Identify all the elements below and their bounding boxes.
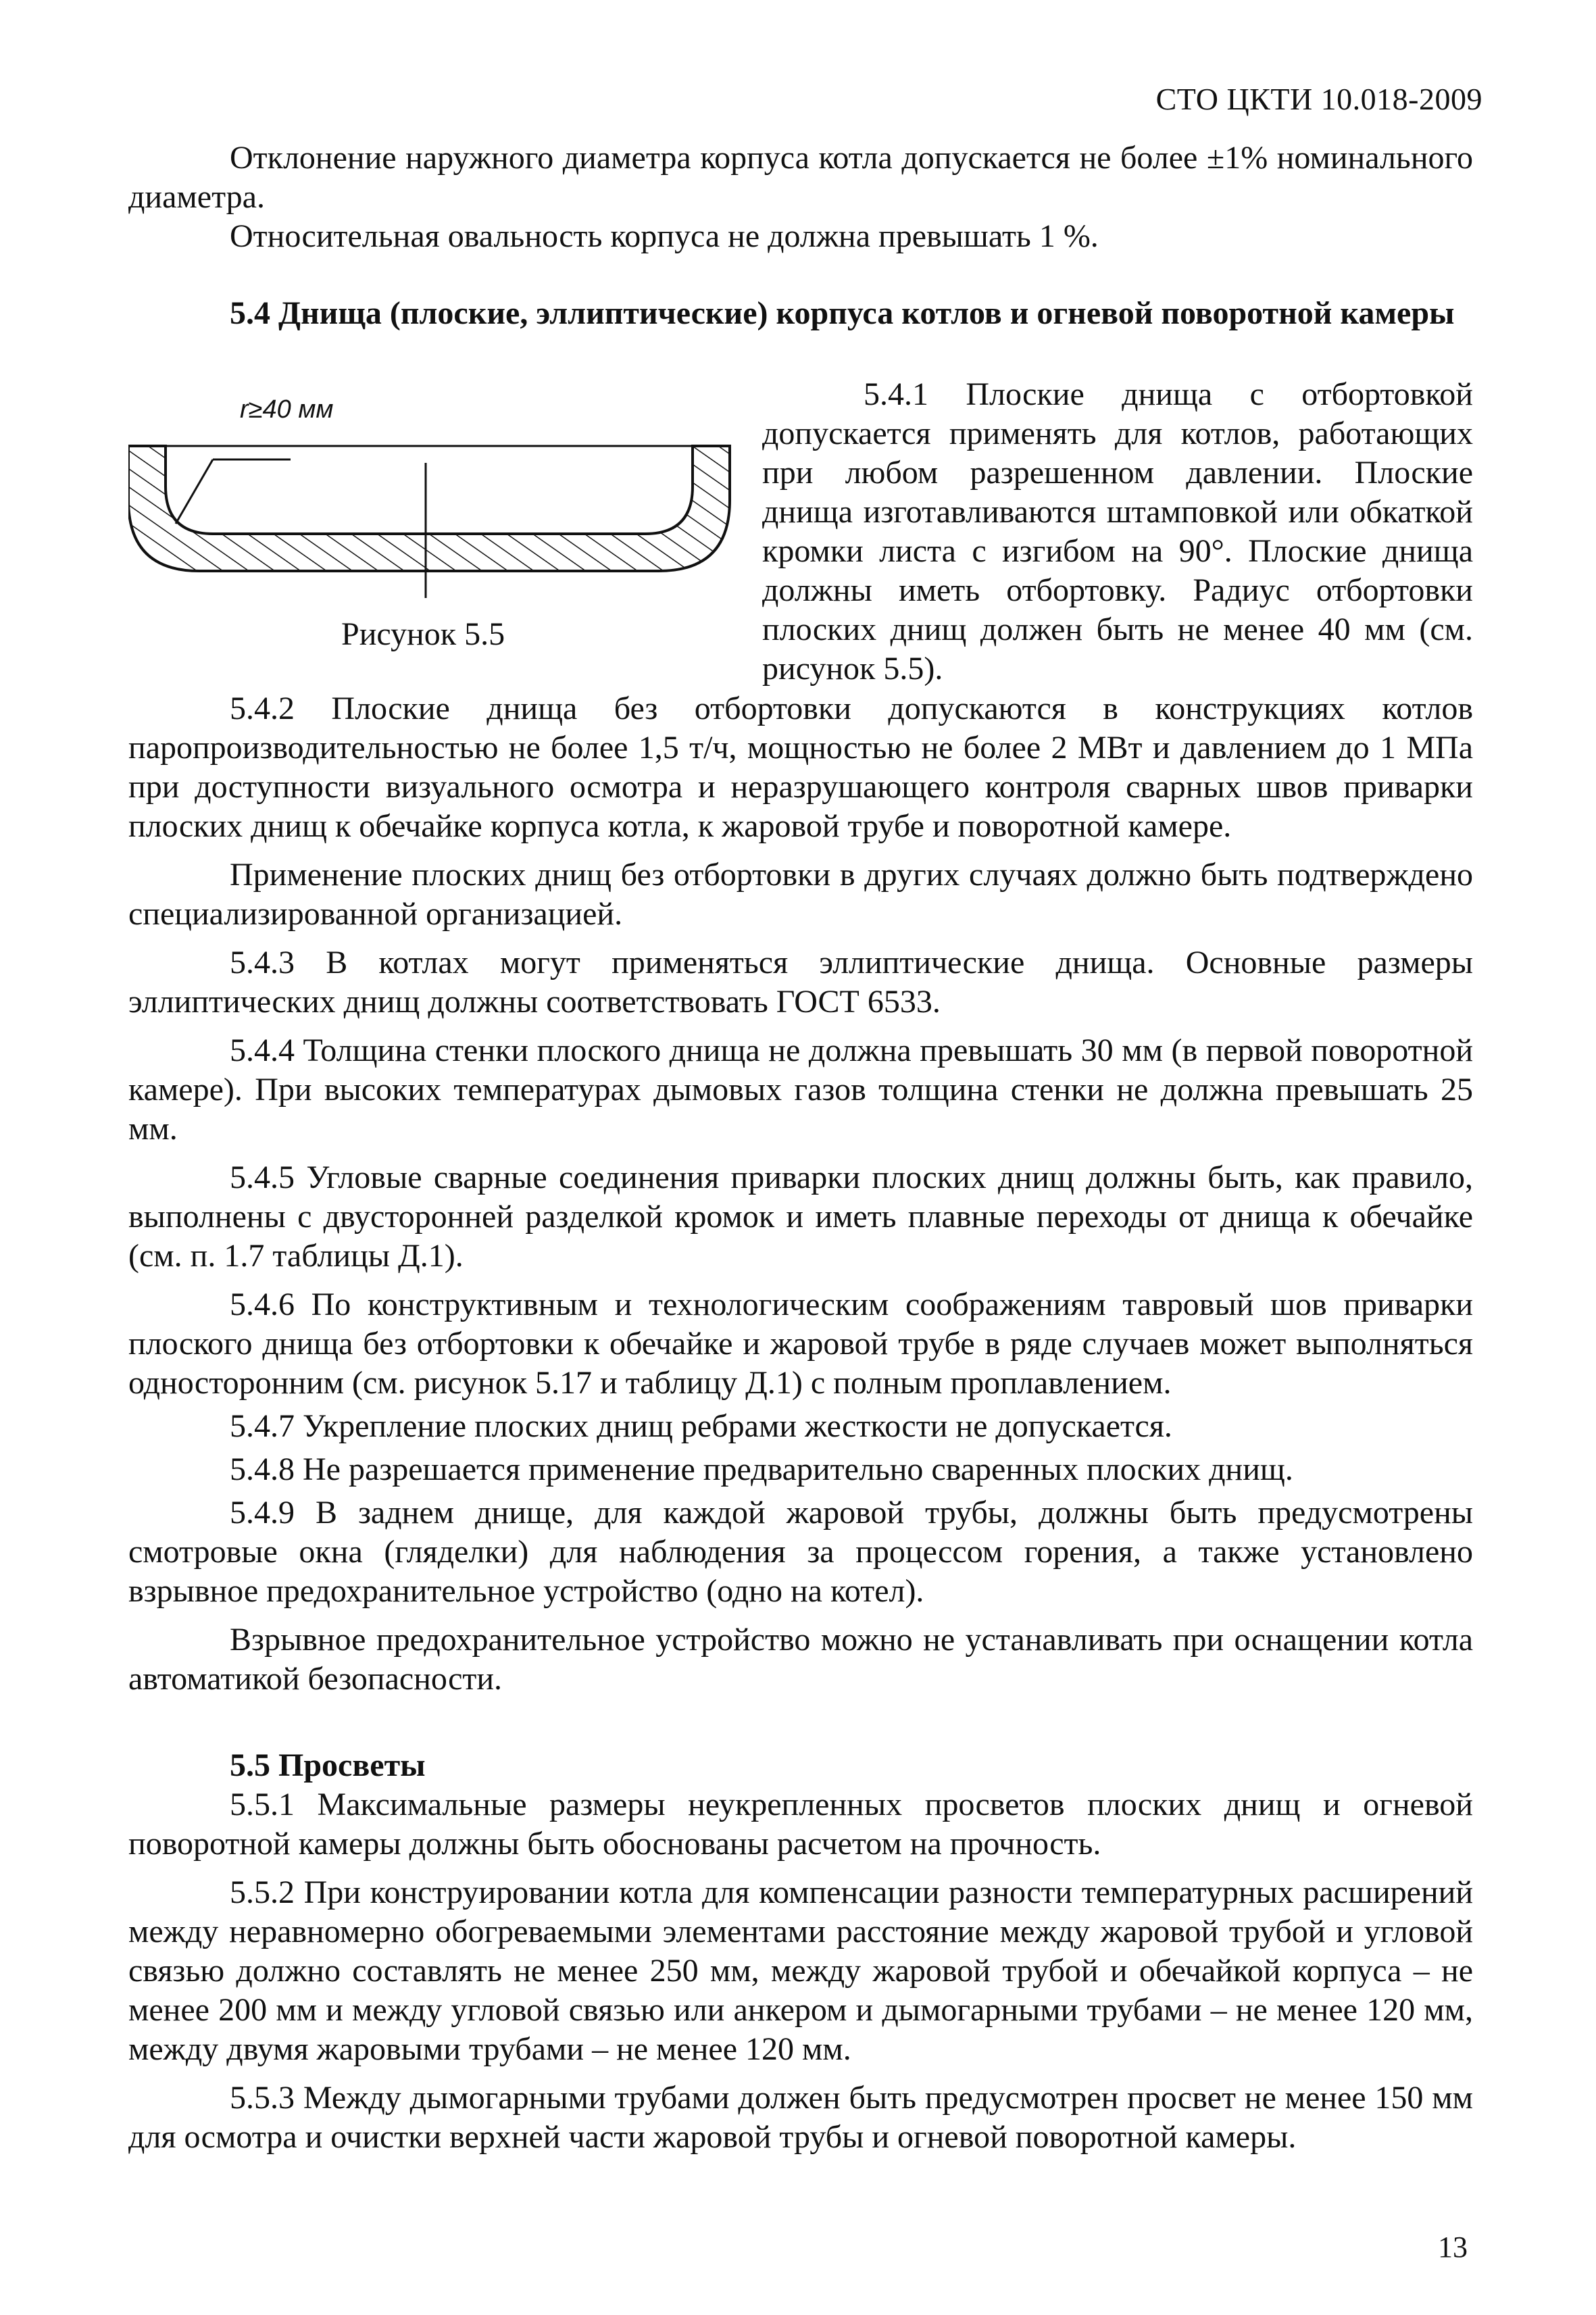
figure-caption: Рисунок 5.5 [341, 616, 505, 652]
head-section [128, 446, 730, 571]
paragraph: 5.5.1 Максимальные размеры неукрепленных просветов плоских днищ и огневой поворотной камеры должны быть обоснованы расчетом на прочность. [128, 1787, 1473, 1862]
paragraph: 5.4.5 Угловые сварные соединения приварки плоских днищ должны быть, как правило, выполнены с двусторонней разделкой кромок и иметь плавные переходы от днища к обечайке (см. п. 1.7 таблицы Д.1). [128, 1160, 1473, 1274]
intro-block [128, 139, 1473, 256]
paragraph: 5.5.3 Между дымогарными трубами должен быть предусмотрен просвет не менее 150 мм для осмотра и очистки верхней части жаровой трубы и огневой поворотной камеры. [128, 2080, 1473, 2155]
paragraph: 5.4.3 В котлах могут применяться эллиптические днища. Основные размеры эллиптических днищ должны соответствовать ГОСТ 6533. [128, 945, 1473, 1020]
paragraph: 5.5.2 При конструировании котла для компенсации разности температурных расширений между неравномерно обогреваемыми элементами расстояние между жаровой трубой и угловой связью должно составлять не менее 250 мм, между жаровой трубой и обечайкой корпуса – не менее 200 мм и между угловой связью или анкером и дымогарными трубами – не менее 120 мм, между двумя жаровыми трубами – не менее 120 мм. [128, 1874, 1473, 2067]
paragraph: 5.4.8 Не разрешается применение предварительно сваренных плоских днищ. [230, 1451, 1293, 1487]
floated-paragraph-block [762, 375, 1473, 689]
section-title-block [128, 294, 1473, 333]
paragraph: 5.4.9 В заднем днище, для каждой жаровой трубы, должны быть предусмотрены смотровые окна (гляделки) для наблюдения за процессом горения, а также установлено взрывное предохранительное устройство (одно на котел). [128, 1495, 1473, 1609]
page-number: 13 [1438, 2231, 1468, 2264]
main-body [128, 689, 1473, 2157]
radius-label: r≥40 мм [240, 395, 334, 424]
paragraph: 5.4.7 Укрепление плоских днищ ребрами жесткости не допускается. [230, 1408, 1172, 1444]
paragraph: 5.4.1 Плоские днища с отбортовкой допускается применять для котлов, работающих при любом разрешенном давлении. Плоские днища изготавливаются штамповкой или обкаткой кромки листа с изгибом на 90°. Плоские днища должны иметь отбортовку. Радиус отбортовки плоских днищ должен быть не менее 40 мм (см. рисунок 5.5). [762, 376, 1473, 687]
section-title: 5.5 Просветы [230, 1747, 426, 1783]
paragraph: Применение плоских днищ без отбортовки в других случаях должно быть подтверждено специализированной организацией. [128, 857, 1473, 932]
section-title: 5.4 Днища (плоские, эллиптические) корпуса котлов и огневой поворотной камеры [230, 295, 1455, 331]
paragraph: 5.4.6 По конструктивным и технологическим соображениям тавровый шов приварки плоского днища без отбортовки к обечайке и жаровой трубе в ряде случаев может выполняться односторонним (см. рисунок 5.17 и таблицу Д.1) с полным проплавлением. [128, 1287, 1473, 1401]
paragraph: 5.4.4 Толщина стенки плоского днища не должна превышать 30 мм (в первой поворотной камере). При высоких температурах дымовых газов толщина стенки не должна превышать 25 мм. [128, 1032, 1473, 1147]
paragraph: Взрывное предохранительное устройство можно не устанавливать при оснащении котла автоматикой безопасности. [128, 1622, 1473, 1697]
paragraph: Отклонение наружного диаметра корпуса котла допускается не более ±1% номинального диаметра. [128, 140, 1473, 215]
paragraph: 5.4.2 Плоские днища без отбортовки допускаются в конструкциях котлов паропроизводительностью не более 1,5 т/ч, мощностью не более 2 МВт и давлением до 1 МПа при доступности визуального осмотра и неразрушающего контроля сварных швов приварки плоских днищ к обечайке корпуса котла, к жаровой трубе и поворотной камере. [128, 691, 1473, 844]
paragraph: Относительная овальность корпуса не должна превышать 1 %. [230, 218, 1099, 254]
document-code: СТО ЦКТИ 10.018-2009 [1155, 82, 1482, 116]
